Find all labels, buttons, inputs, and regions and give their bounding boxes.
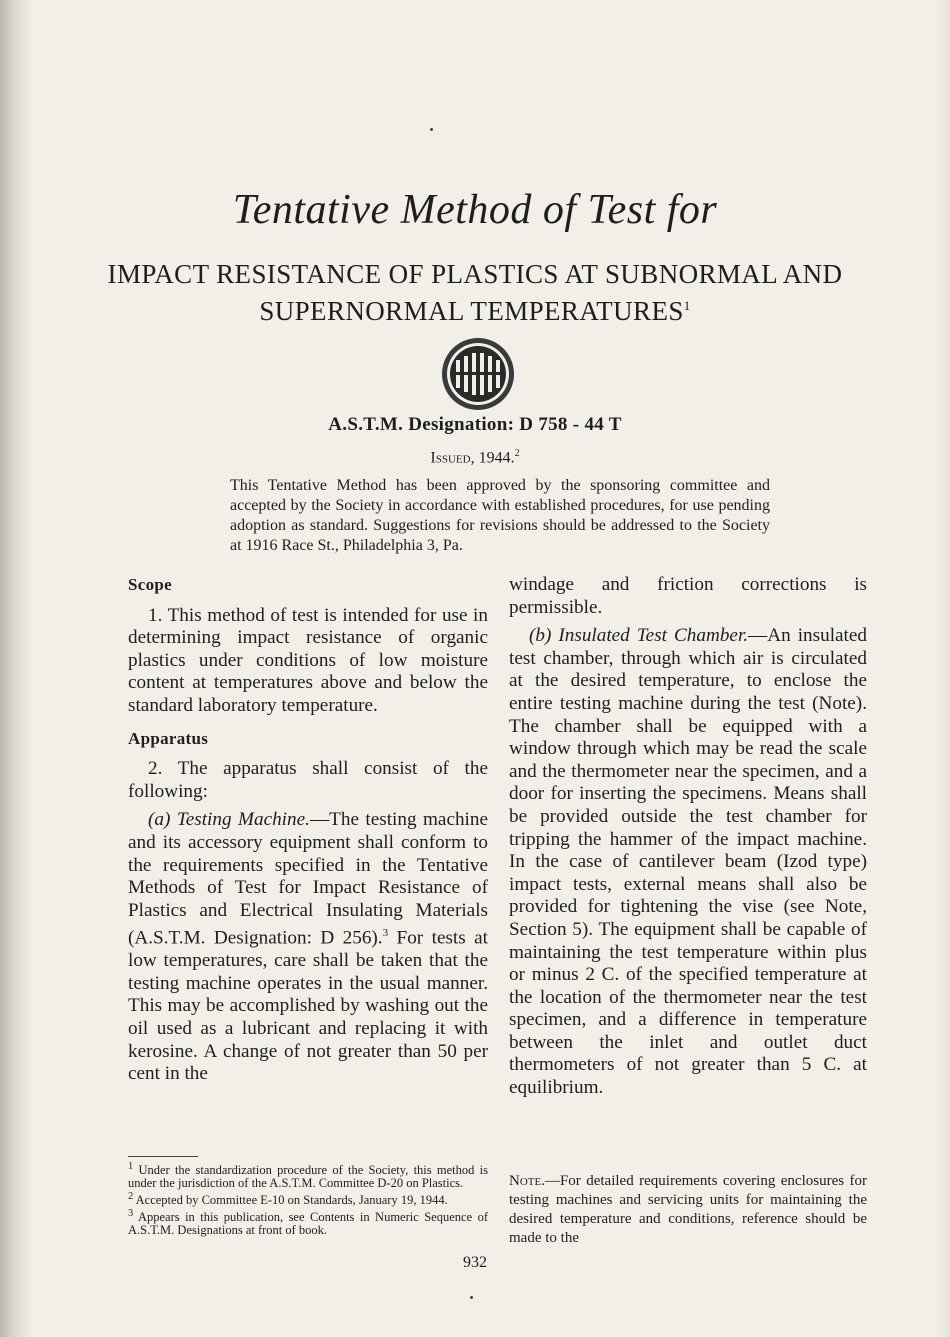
issued-footnote-ref: 2 [514,448,520,459]
issued-year: , 1944. [470,449,515,467]
testing-machine-text-a: —The testing machine and its accessory equipment shall conform to the requirements specified in the Tentative Methods of Test for Impact Resistance of Plastics and Electrical Insulating Materials (A.S.T.M. Designation: D 256). [128,809,488,949]
testing-machine-footnote-ref: 3 [382,927,389,940]
testing-machine-paragraph [128,809,488,1086]
speck-bottom [470,1296,473,1299]
footnote-2-ref: 2 [128,1191,134,1203]
speck-top [430,128,433,131]
footnote-1 [128,1160,488,1190]
astm-designation: A.S.T.M. Designation: D 758 - 44 T [328,414,622,435]
apparatus-heading: Apparatus [128,728,209,748]
note-paragraph [509,1172,867,1248]
page-number: 932 [463,1254,487,1271]
footnote-3 [128,1207,488,1237]
astm-logo [440,336,516,412]
test-chamber-label: (b) Insulated Test Chamber. [529,625,749,647]
footnote-3-ref: 3 [128,1208,134,1220]
note-text: —For detailed requirements covering enclosures for testing machines and servicing units for maintaining the desired temperature and conditions, reference should be made to the [509,1173,867,1246]
testing-machine-label: (a) Testing Machine. [148,809,310,831]
footnote-1-text: Under the standardization procedure of the Society, this method is under the jurisdiction of the A.S.T.M. Committee D-20 on Plastics. [128,1163,488,1191]
testing-machine-text-b: For tests at low temperatures, care shall be taken that the testing machine operates in the usual manner. This may be accomplished by washing out the oil used as a lubricant and replacing it with kerosine. A change of not greater than 50 per cent in the [128,927,488,1085]
scope-heading: Scope [128,575,172,594]
issued-label: Issued [430,449,471,467]
footnote-3-text: Appears in this publication, see Contents in Numeric Sequence of A.S.T.M. Designations at front of book. [128,1210,488,1238]
footnotes [128,1160,488,1237]
apparatus-paragraph: 2. The apparatus shall consist of the following: [128,758,488,802]
footnote-2-text: Accepted by Committee E-10 on Standards, January 19, 1944. [133,1193,448,1208]
issued-line [0,448,950,467]
footnote-rule [128,1156,198,1157]
document-main-title [0,258,950,327]
right-column [509,574,867,1106]
footnote-2 [128,1190,488,1207]
continuation-paragraph: windage and friction corrections is permissible. [509,574,867,618]
test-chamber-text: —An insulated test chamber, through which air is circulated at the desired temperature, to enclose the entire testing machine during the test (Note). The chamber shall be equipped with a window through which may be read the scale and the thermometer near the specimen, and a door for inserting the specimens. Means shall be provided outside the test chamber for tripping the hammer of the impact machine. In the case of cantilever beam (Izod type) impact tests, external means shall also be provided for tightening the vise (see Note, Section 5). The equipment shall be capable of maintaining the test temperature within plus or minus 2 C. of the specified temperature at the location of the thermometer near the test specimen, and a difference in temperature between the inlet and outlet duct thermometers of not greater than 5 C. at equilibrium. [509,625,868,1099]
document-kicker-title: Tentative Method of Test for [232,187,718,233]
approval-notice: This Tentative Method has been approved by the sponsoring committee and accepted by the Society in accordance with established procedures, for use pending adoption as standard. Suggestions for revisions should be addressed to the Society at 1916 Race St., Philadelphia 3, Pa. [230,477,770,554]
footnote-1-ref: 1 [128,1161,134,1172]
scope-paragraph: 1. This method of test is intended for use in determining impact resistance of organic plastics under conditions of low moisture content at temperatures above and below the standard laboratory temperature. [128,604,488,716]
main-title-line-1: IMPACT RESISTANCE OF PLASTICS AT SUBNORMAL AND [107,259,843,289]
left-column [128,574,488,1092]
note-label: Note. [509,1173,545,1189]
test-chamber-paragraph [509,625,867,1099]
main-title-line-2: SUPERNORMAL TEMPERATURES$^1$ [259,296,691,326]
title-footnote-ref: 1 [683,298,691,313]
